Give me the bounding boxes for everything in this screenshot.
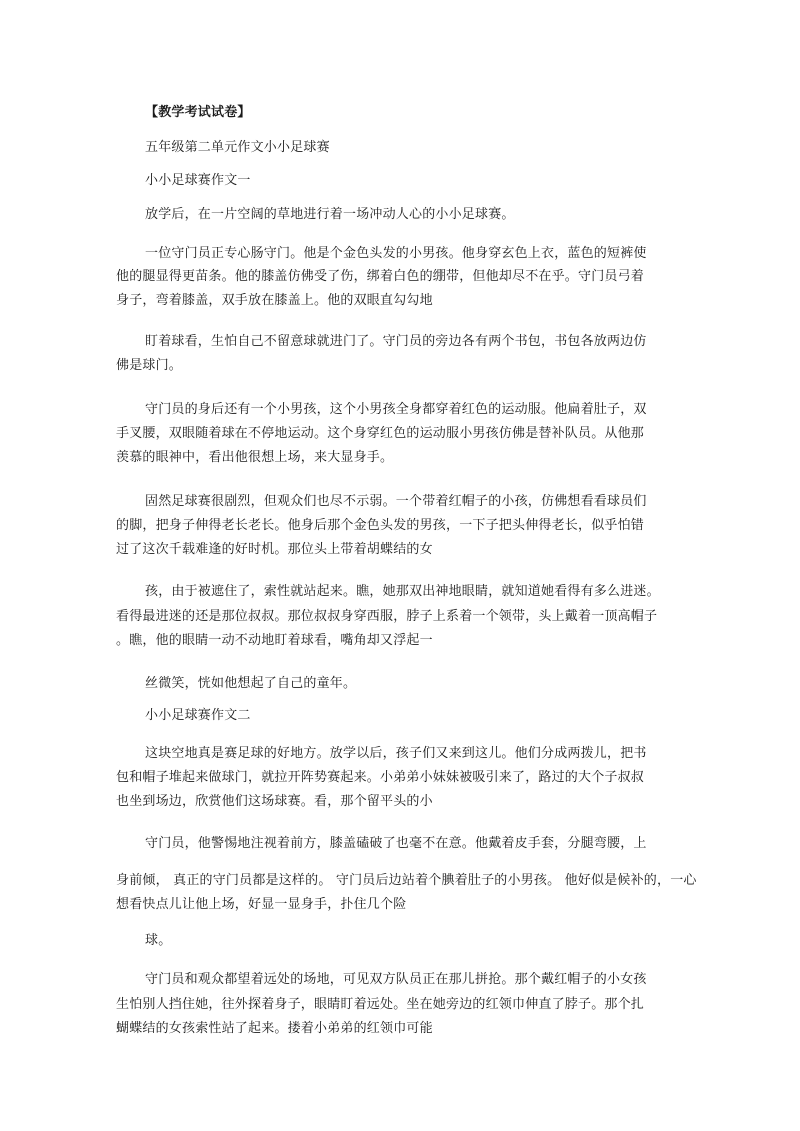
paragraph-line: 身子，弯着膝盖，双手放在膝盖上。他的双眼直勾勾地 [116, 293, 433, 308]
document-title: 五年级第二单元作文小小足球赛 [145, 140, 330, 155]
paragraph-line: 。瞧，他的眼睛一动不动地盯着球看，嘴角却又浮起一 [116, 633, 433, 648]
paragraph-line: 丝微笑，恍如他想起了自己的童年。 [145, 676, 357, 691]
paragraph-line: 这块空地真是赛足球的好地方。放学以后，孩子们又来到这儿。他们分成两拨儿，把书 [145, 746, 647, 761]
paragraph-line: 过了这次千载难逢的好时机。那位头上带着胡蝶结的女 [116, 542, 433, 557]
paragraph-line: 他的腿显得更苗条。他的膝盖仿佛受了伤，绑着白色的绷带，但他却尽不在乎。守门员弓着 [116, 269, 645, 284]
paragraph-line: 羡慕的眼神中，看出他很想上场，来大显身手。 [116, 450, 394, 465]
paragraph-line: 球。 [145, 933, 172, 948]
paragraph-line: 身前倾， 真正的守门员都是这样的。 守门员后边站着个腆着肚子的小男孩。 他好似是候补的，一心 [116, 873, 697, 888]
paragraph-line: 手叉腰，双眼随着球在不停地运动。这个身穿红色的运动服小男孩仿佛是替补队员。从他那 [116, 426, 645, 441]
paragraph-line: 守门员和观众都望着远处的场地，可见双方队员正在那儿拼抢。那个戴红帽子的小女孩 [145, 972, 647, 987]
essay-1-heading: 小小足球赛作文一 [145, 173, 251, 188]
paragraph-line: 守门员的身后还有一个小男孩，这个小男孩全身都穿着红色的运动服。他扁着肚子，双 [145, 402, 647, 417]
paragraph-line: 佛是球门。 [116, 358, 183, 373]
paragraph-line: 看得最进迷的还是那位叔叔。那位叔叔身穿西服，脖子上系着一个领带，头上戴着一顶高帽子 [116, 609, 658, 624]
paragraph-line: 孩，由于被遮住了，索性就站起来。瞧，她那双出神地眼睛，就知道她看得有多么进迷。 [145, 584, 660, 599]
paragraph-line: 守门员，他警惕地注视着前方，膝盖磕破了也毫不在意。他戴着皮手套，分腿弯腰，上 [145, 836, 647, 851]
paragraph-line: 的脚，把身子伸得老长老长。他身后那个金色头发的男孩，一下子把头伸得老长，似乎怕错 [116, 518, 645, 533]
paragraph-line: 包和帽子堆起来做球门，就拉开阵势赛起来。小弟弟小妹妹被吸引来了，路过的大个子叔叔 [116, 770, 645, 785]
paragraph-line: 盯着球看，生怕自己不留意球就进门了。守门员的旁边各有两个书包，书包各放两边仿 [145, 334, 647, 349]
exam-tag: 【教学考试试卷】 [145, 105, 251, 120]
paragraph-line: 也坐到场边，欣赏他们这场球赛。看，那个留平头的小 [116, 794, 433, 809]
paragraph-line: 生怕别人挡住她，往外探着身子，眼睛盯着远处。坐在她旁边的红领巾伸直了脖子。那个扎 [116, 997, 645, 1012]
paragraph-line: 想看快点儿让他上场，好显一显身手，扑住几个险 [116, 897, 407, 912]
paragraph-line: 放学后，在一片空阔的草地进行着一场冲动人心的小小足球赛。 [145, 207, 515, 222]
paragraph-line: 一位守门员正专心肠守门。他是个金色头发的小男孩。他身穿玄色上衣，蓝色的短裤使 [145, 246, 647, 261]
essay-2-heading: 小小足球赛作文二 [145, 708, 251, 723]
paragraph-line: 蝴蝶结的女孩索性站了起来。搂着小弟弟的红领巾可能 [116, 1021, 433, 1036]
paragraph-line: 固然足球赛很剧烈，但观众们也尽不示弱。一个带着红帽子的小孩，仿佛想看看球员们 [145, 494, 647, 509]
